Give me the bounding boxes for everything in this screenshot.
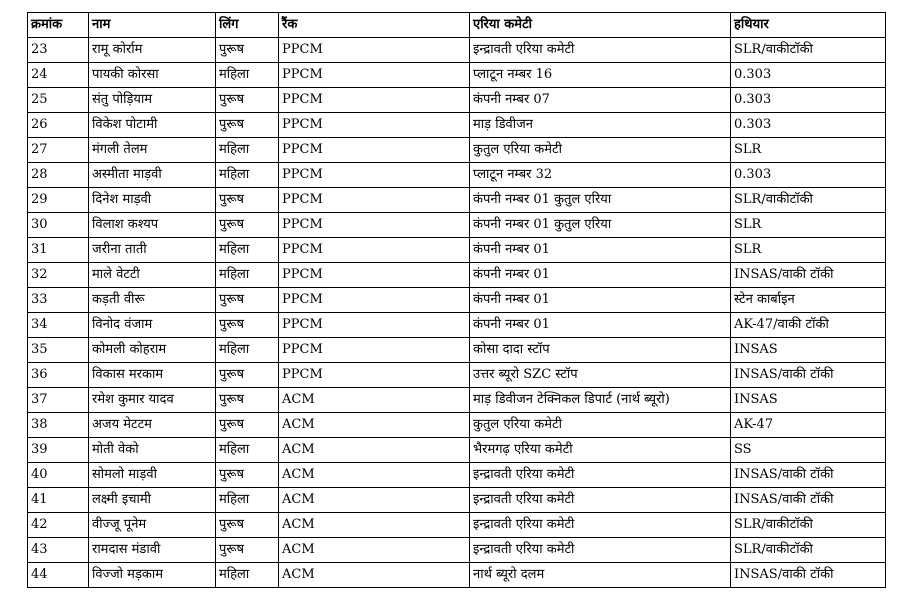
cell-weapon: AK-47/वाकी टॉकी	[731, 313, 886, 338]
roster-table	[27, 12, 886, 588]
cell-rank: ACM	[279, 563, 470, 588]
table-row	[28, 313, 886, 338]
header-gender: लिंग	[216, 13, 279, 38]
cell-name: सोमलो माड़वी	[89, 463, 216, 488]
cell-gender: पुरूष	[216, 513, 279, 538]
cell-rank: ACM	[279, 388, 470, 413]
table-row	[28, 163, 886, 188]
cell-gender: पुरूष	[216, 538, 279, 563]
cell-weapon: SLR/वाकीटॉकी	[731, 38, 886, 63]
cell-gender: महिला	[216, 263, 279, 288]
cell-name: पायकी कोरसा	[89, 63, 216, 88]
cell-name: अस्मीता माड़वी	[89, 163, 216, 188]
table-row	[28, 388, 886, 413]
cell-area-committee: उत्तर ब्यूरो SZC स्टॉप	[470, 363, 731, 388]
cell-gender: पुरूष	[216, 38, 279, 63]
table-row	[28, 113, 886, 138]
cell-gender: पुरूष	[216, 113, 279, 138]
header-rank: रैंक	[279, 13, 470, 38]
cell-serial-number: 31	[28, 238, 89, 263]
cell-area-committee: कंपनी नम्बर 01 कुतुल एरिया	[470, 213, 731, 238]
cell-gender: महिला	[216, 488, 279, 513]
cell-weapon: स्टेन कार्बाइन	[731, 288, 886, 313]
cell-area-committee: कंपनी नम्बर 01	[470, 313, 731, 338]
cell-rank: PPCM	[279, 113, 470, 138]
cell-rank: PPCM	[279, 363, 470, 388]
cell-rank: PPCM	[279, 138, 470, 163]
cell-rank: ACM	[279, 488, 470, 513]
cell-gender: महिला	[216, 63, 279, 88]
cell-gender: महिला	[216, 163, 279, 188]
cell-weapon: AK-47	[731, 413, 886, 438]
cell-gender: पुरूष	[216, 313, 279, 338]
cell-serial-number: 37	[28, 388, 89, 413]
cell-gender: महिला	[216, 138, 279, 163]
cell-serial-number: 33	[28, 288, 89, 313]
cell-rank: ACM	[279, 513, 470, 538]
roster-body	[28, 38, 886, 588]
cell-area-committee: कंपनी नम्बर 01	[470, 288, 731, 313]
cell-rank: PPCM	[279, 313, 470, 338]
cell-area-committee: माड़ डिवीजन	[470, 113, 731, 138]
cell-weapon: SS	[731, 438, 886, 463]
table-row	[28, 63, 886, 88]
cell-weapon: INSAS/वाकी टॉकी	[731, 563, 886, 588]
cell-name: रामदास मंडावी	[89, 538, 216, 563]
cell-name: जरीना ताती	[89, 238, 216, 263]
cell-name: लक्ष्मी इचामी	[89, 488, 216, 513]
cell-area-committee: इन्द्रावती एरिया कमेटी	[470, 538, 731, 563]
cell-weapon: SLR	[731, 213, 886, 238]
cell-area-committee: प्लाटून नम्बर 16	[470, 63, 731, 88]
cell-weapon: INSAS/वाकी टॉकी	[731, 363, 886, 388]
cell-serial-number: 43	[28, 538, 89, 563]
cell-gender: पुरूष	[216, 88, 279, 113]
cell-area-committee: कंपनी नम्बर 07	[470, 88, 731, 113]
cell-name: रमेश कुमार यादव	[89, 388, 216, 413]
cell-gender: पुरूष	[216, 213, 279, 238]
cell-gender: पुरूष	[216, 363, 279, 388]
cell-name: विज्जो मड़काम	[89, 563, 216, 588]
cell-rank: PPCM	[279, 338, 470, 363]
cell-gender: महिला	[216, 438, 279, 463]
cell-serial-number: 38	[28, 413, 89, 438]
cell-serial-number: 29	[28, 188, 89, 213]
cell-rank: PPCM	[279, 263, 470, 288]
cell-serial-number: 27	[28, 138, 89, 163]
cell-rank: ACM	[279, 538, 470, 563]
table-row	[28, 88, 886, 113]
cell-name: अजय मेटटम	[89, 413, 216, 438]
cell-weapon: 0.303	[731, 113, 886, 138]
cell-name: रामू कोर्राम	[89, 38, 216, 63]
cell-weapon: SLR	[731, 138, 886, 163]
cell-area-committee: इन्द्रावती एरिया कमेटी	[470, 488, 731, 513]
cell-name: संतु पोड़ियाम	[89, 88, 216, 113]
cell-weapon: 0.303	[731, 88, 886, 113]
cell-serial-number: 41	[28, 488, 89, 513]
cell-area-committee: कंपनी नम्बर 01	[470, 263, 731, 288]
cell-rank: PPCM	[279, 38, 470, 63]
cell-name: कोमली कोहराम	[89, 338, 216, 363]
cell-area-committee: कुतुल एरिया कमेटी	[470, 413, 731, 438]
cell-name: मोती वेको	[89, 438, 216, 463]
cell-rank: PPCM	[279, 288, 470, 313]
cell-serial-number: 42	[28, 513, 89, 538]
cell-name: वीज्जू पूनेम	[89, 513, 216, 538]
cell-rank: PPCM	[279, 163, 470, 188]
cell-weapon: 0.303	[731, 63, 886, 88]
table-row	[28, 188, 886, 213]
cell-name: विकास मरकाम	[89, 363, 216, 388]
cell-weapon: SLR/वाकीटॉकी	[731, 538, 886, 563]
cell-rank: ACM	[279, 413, 470, 438]
cell-rank: PPCM	[279, 238, 470, 263]
table-row	[28, 138, 886, 163]
cell-serial-number: 32	[28, 263, 89, 288]
cell-area-committee: कोसा दादा स्टॉप	[470, 338, 731, 363]
cell-weapon: INSAS/वाकी टॉकी	[731, 463, 886, 488]
table-row	[28, 288, 886, 313]
cell-weapon: INSAS/वाकी टॉकी	[731, 488, 886, 513]
cell-weapon: SLR/वाकीटॉकी	[731, 188, 886, 213]
table-row	[28, 263, 886, 288]
cell-rank: PPCM	[279, 188, 470, 213]
cell-weapon: 0.303	[731, 163, 886, 188]
table-header-row	[28, 13, 886, 38]
cell-serial-number: 23	[28, 38, 89, 63]
cell-gender: पुरूष	[216, 288, 279, 313]
table-row	[28, 463, 886, 488]
cell-area-committee: इन्द्रावती एरिया कमेटी	[470, 463, 731, 488]
cell-serial-number: 25	[28, 88, 89, 113]
cell-serial-number: 34	[28, 313, 89, 338]
cell-rank: ACM	[279, 438, 470, 463]
cell-gender: पुरूष	[216, 188, 279, 213]
cell-serial-number: 30	[28, 213, 89, 238]
table-row	[28, 538, 886, 563]
cell-name: दिनेश माड़वी	[89, 188, 216, 213]
cell-name: कड़ती वीरू	[89, 288, 216, 313]
cell-gender: पुरूष	[216, 413, 279, 438]
cell-weapon: SLR/वाकीटॉकी	[731, 513, 886, 538]
table-row	[28, 413, 886, 438]
cell-area-committee: कंपनी नम्बर 01	[470, 238, 731, 263]
header-name: नाम	[89, 13, 216, 38]
cell-name: विलाश कश्यप	[89, 213, 216, 238]
cell-serial-number: 36	[28, 363, 89, 388]
table-row	[28, 488, 886, 513]
cell-area-committee: कंपनी नम्बर 01 कुतुल एरिया	[470, 188, 731, 213]
cell-rank: PPCM	[279, 63, 470, 88]
cell-gender: महिला	[216, 563, 279, 588]
cell-serial-number: 40	[28, 463, 89, 488]
header-weapon: हथियार	[731, 13, 886, 38]
table-row	[28, 213, 886, 238]
cell-rank: PPCM	[279, 88, 470, 113]
cell-serial-number: 35	[28, 338, 89, 363]
table-row	[28, 38, 886, 63]
cell-serial-number: 26	[28, 113, 89, 138]
cell-name: माले वेटटी	[89, 263, 216, 288]
cell-area-committee: इन्द्रावती एरिया कमेटी	[470, 38, 731, 63]
table-row	[28, 238, 886, 263]
cell-name: विकेश पोटामी	[89, 113, 216, 138]
cell-weapon: INSAS	[731, 338, 886, 363]
cell-weapon: INSAS	[731, 388, 886, 413]
cell-weapon: SLR	[731, 238, 886, 263]
table-row	[28, 363, 886, 388]
table-row	[28, 563, 886, 588]
cell-name: मंगली तेलम	[89, 138, 216, 163]
cell-serial-number: 44	[28, 563, 89, 588]
table-row	[28, 338, 886, 363]
cell-weapon: INSAS/वाकी टॉकी	[731, 263, 886, 288]
cell-area-committee: इन्द्रावती एरिया कमेटी	[470, 513, 731, 538]
cell-gender: पुरूष	[216, 463, 279, 488]
cell-area-committee: भैरमगढ़ एरिया कमेटी	[470, 438, 731, 463]
cell-gender: पुरूष	[216, 388, 279, 413]
cell-name: विनोद वंजाम	[89, 313, 216, 338]
table-row	[28, 438, 886, 463]
cell-area-committee: प्लाटून नम्बर 32	[470, 163, 731, 188]
cell-gender: महिला	[216, 338, 279, 363]
cell-area-committee: नार्थ ब्यूरो दलम	[470, 563, 731, 588]
header-serial-number: क्रमांक	[28, 13, 89, 38]
cell-serial-number: 28	[28, 163, 89, 188]
table-row	[28, 513, 886, 538]
cell-rank: ACM	[279, 463, 470, 488]
cell-gender: महिला	[216, 238, 279, 263]
cell-area-committee: माड़ डिवीजन टेक्निकल डिपार्ट (नार्थ ब्यूरो)	[470, 388, 731, 413]
cell-rank: PPCM	[279, 213, 470, 238]
cell-serial-number: 39	[28, 438, 89, 463]
cell-area-committee: कुतुल एरिया कमेटी	[470, 138, 731, 163]
header-area-committee: एरिया कमेटी	[470, 13, 731, 38]
cell-serial-number: 24	[28, 63, 89, 88]
